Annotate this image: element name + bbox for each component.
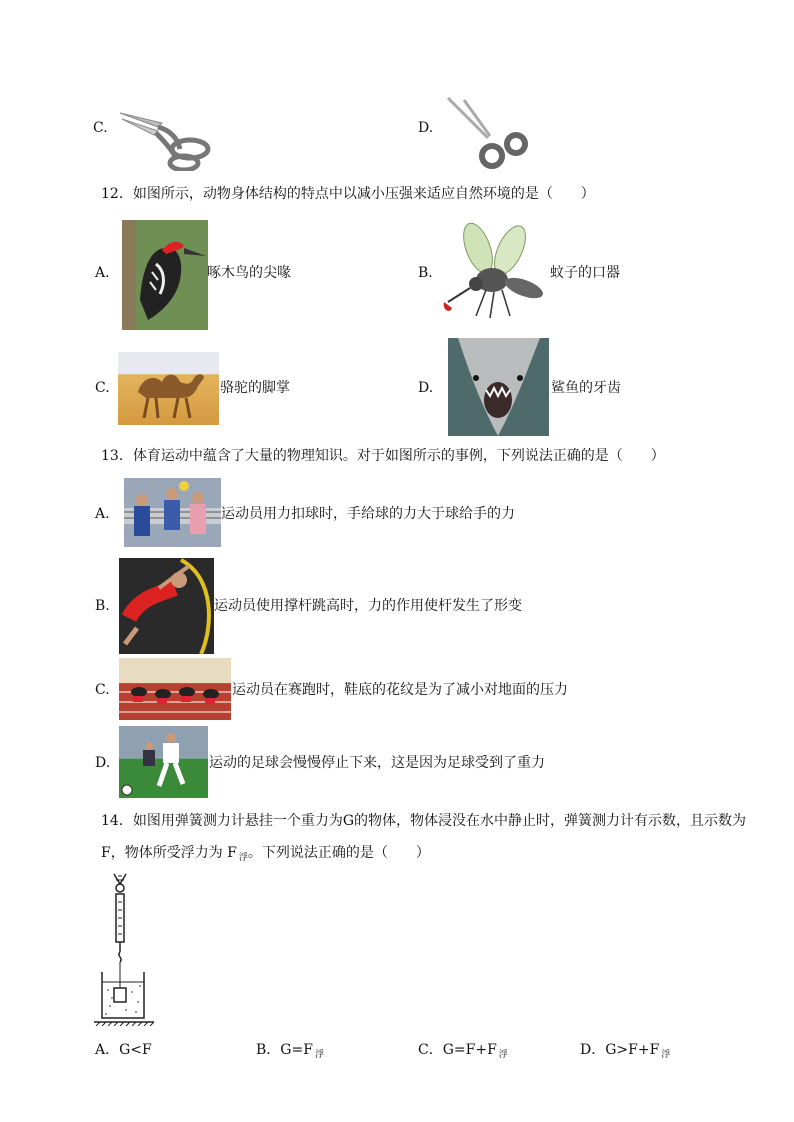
- q13-option-b-letter: B.: [95, 598, 110, 614]
- q14-option-a-text: G<F: [119, 1042, 152, 1058]
- q12-option-a-text: 啄木鸟的尖喙: [207, 265, 291, 281]
- q12-option-d-letter: D.: [418, 380, 434, 396]
- q13-option-a-text: 运动员用力扣球时，手给球的力大于球给手的力: [221, 506, 515, 522]
- q12-stem: 12．如图所示，动物身体结构的特点中以减小压强来适应自然环境的是（ ）: [101, 186, 595, 202]
- volleyball-spike-image: [124, 478, 221, 547]
- q11-option-c-letter: C.: [93, 120, 108, 136]
- q14-stem-line2-b: 。下列说法正确的是（ ）: [247, 845, 430, 861]
- q12-option-d-text: 鲨鱼的牙齿: [551, 380, 621, 396]
- q12-option-a-letter: A.: [95, 265, 110, 281]
- soccer-image: [119, 726, 208, 798]
- shark-image: [448, 338, 549, 436]
- q14-stem-subscript: 浮: [238, 853, 248, 863]
- tin-snips-image: [118, 105, 214, 171]
- q12-option-c-letter: C.: [95, 380, 110, 396]
- q14-stem-line2-a: F，物体所受浮力为 F: [101, 845, 237, 861]
- q14-option-c-text: G=F+F: [442, 1042, 497, 1058]
- q14-stem-line1: 14．如图用弹簧测力计悬挂一个重力为G的物体，物体浸没在水中静止时，弹簧测力计有示数，且示数为: [101, 813, 746, 829]
- q13-stem: 13．体育运动中蕴含了大量的物理知识。对于如图所示的事例，下列说法正确的是（ ）: [101, 448, 665, 464]
- q13-option-d-letter: D.: [95, 755, 111, 771]
- q14-option-a-letter: A．: [95, 1042, 120, 1058]
- pole-vault-image: [119, 558, 214, 654]
- spring-scale-beaker-diagram: [92, 872, 156, 1026]
- q11-option-d-letter: D.: [418, 120, 434, 136]
- q14-option-b: [256, 1040, 324, 1065]
- q14-option-a: [95, 1040, 152, 1060]
- q14-option-b-subscript: 浮: [314, 1050, 324, 1060]
- q13-option-a-letter: A.: [95, 506, 110, 522]
- q14-option-d-letter: D．: [580, 1042, 606, 1058]
- q12-option-c-text: 骆驼的脚掌: [220, 380, 290, 396]
- q14-option-b-text: G=F: [280, 1042, 313, 1058]
- woodpecker-image: [122, 220, 208, 330]
- scissors-image: [446, 96, 530, 172]
- q14-option-d-text: G>F+F: [605, 1042, 660, 1058]
- q13-option-c-letter: C.: [95, 682, 110, 698]
- q14-option-c-letter: C．: [418, 1042, 443, 1058]
- sprint-start-image: [119, 658, 231, 720]
- q14-stem-line2: [101, 843, 430, 868]
- q13-option-b-text: 运动员使用撑杆跳高时，力的作用使杆发生了形变: [214, 598, 522, 614]
- q14-option-c: [418, 1040, 508, 1065]
- q13-option-c-text: 运动员在赛跑时，鞋底的花纹是为了减小对地面的压力: [232, 682, 568, 698]
- mosquito-image: [440, 222, 548, 320]
- q12-option-b-letter: B.: [418, 265, 433, 281]
- camel-image: [118, 352, 219, 425]
- q14-option-c-subscript: 浮: [498, 1050, 508, 1060]
- q13-option-d-text: 运动的足球会慢慢停止下来，这是因为足球受到了重力: [209, 755, 545, 771]
- q14-option-d: [580, 1040, 670, 1065]
- q14-option-d-subscript: 浮: [661, 1050, 671, 1060]
- q12-option-b-text: 蚊子的口器: [550, 265, 620, 281]
- q14-option-b-letter: B．: [256, 1042, 281, 1058]
